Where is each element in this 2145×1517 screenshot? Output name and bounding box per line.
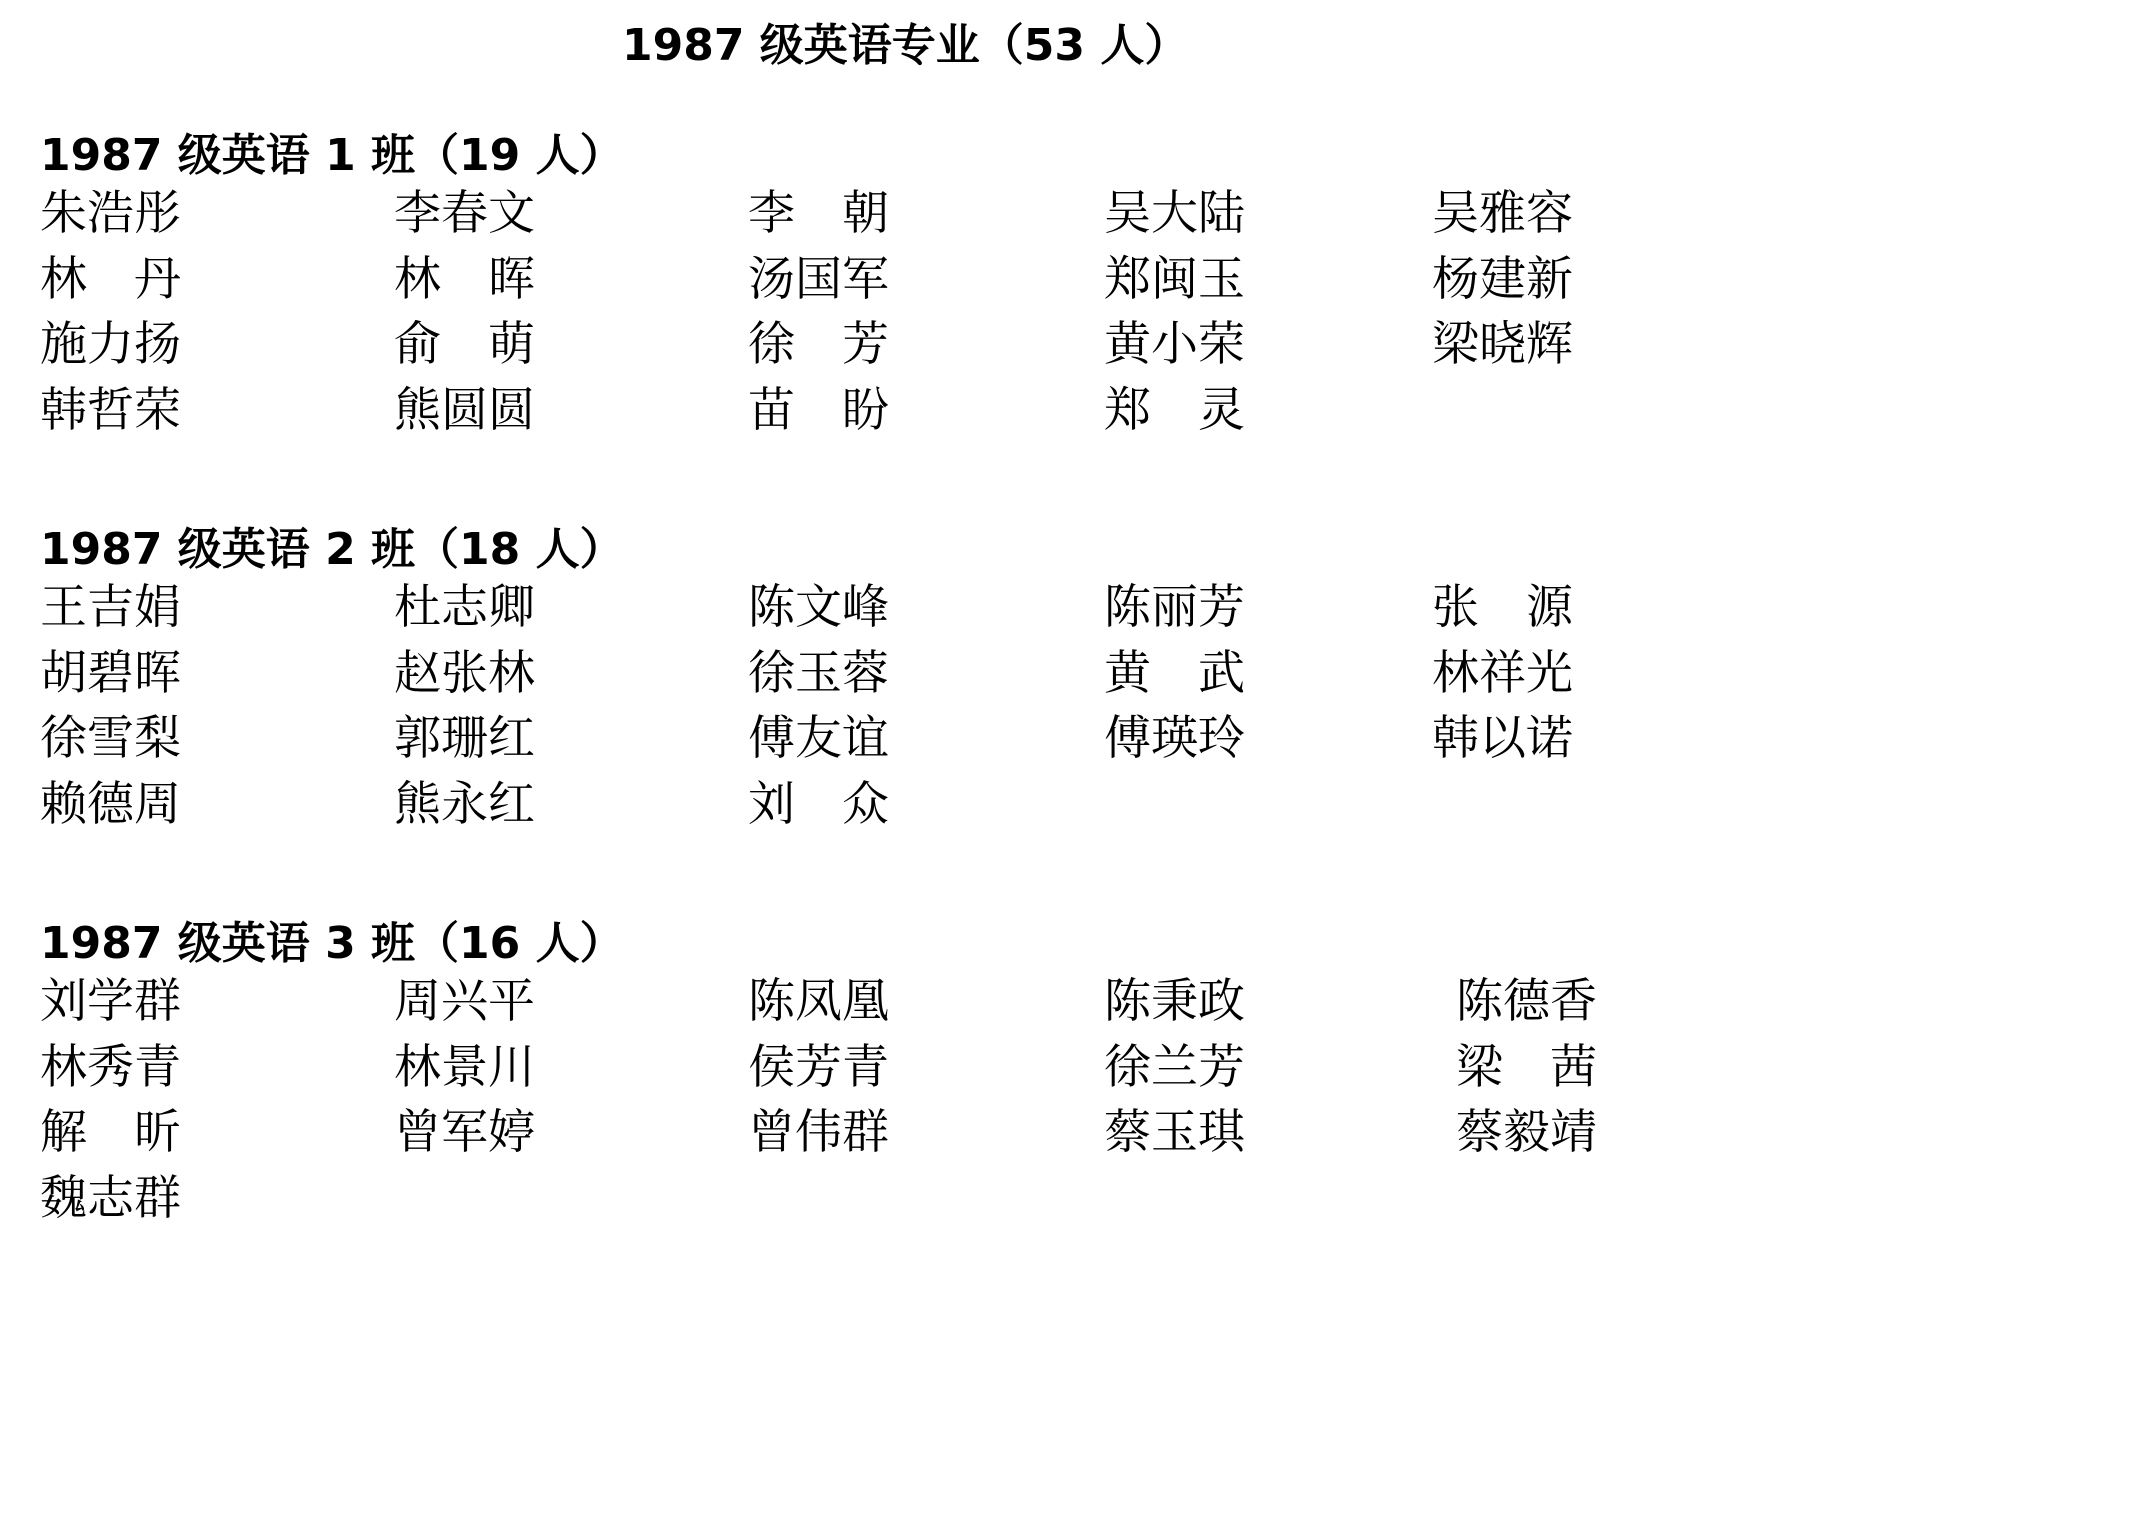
student-name: 赵张林 <box>394 645 535 701</box>
student-name: 朱浩彤 <box>40 186 181 241</box>
student-name: 林景川 <box>394 1039 535 1095</box>
student-name: 林秀青 <box>40 1039 181 1095</box>
student-name: 陈秉政 <box>1104 974 1245 1029</box>
student-name: 徐雪梨 <box>40 711 181 766</box>
student-name: 蔡玉琪 <box>1104 1105 1245 1160</box>
student-name: 俞 萌 <box>394 317 535 372</box>
class-heading: 1987 级英语 1 班（19 人） <box>40 130 624 181</box>
student-name: 张 源 <box>1432 580 1573 635</box>
student-name: 韩以诺 <box>1432 711 1573 766</box>
student-name: 徐 芳 <box>748 317 889 372</box>
student-name: 熊圆圆 <box>394 382 535 438</box>
student-name: 李春文 <box>394 186 535 241</box>
student-name: 陈丽芳 <box>1104 580 1245 635</box>
student-name: 刘学群 <box>40 974 181 1029</box>
student-name: 汤国军 <box>748 251 889 307</box>
student-name: 周兴平 <box>394 974 535 1029</box>
student-name: 黄小荣 <box>1104 317 1245 372</box>
student-name: 解 昕 <box>40 1105 181 1160</box>
student-name: 王吉娟 <box>40 580 181 635</box>
student-name: 陈德香 <box>1456 974 1597 1029</box>
student-name: 陈文峰 <box>748 580 889 635</box>
student-name: 熊永红 <box>394 776 535 832</box>
student-name: 李 朝 <box>748 186 889 241</box>
student-name: 赖德周 <box>40 776 181 832</box>
student-name: 徐兰芳 <box>1104 1039 1245 1095</box>
student-name: 傅瑛玲 <box>1104 711 1245 766</box>
student-name: 曾伟群 <box>748 1105 889 1160</box>
student-name: 吴大陆 <box>1104 186 1245 241</box>
document-title: 1987 级英语专业（53 人） <box>622 20 1189 71</box>
student-name: 杨建新 <box>1432 251 1573 307</box>
student-name: 曾军婷 <box>394 1105 535 1160</box>
student-name: 杜志卿 <box>394 580 535 635</box>
student-name: 施力扬 <box>40 317 181 372</box>
student-name: 吴雅容 <box>1432 186 1573 241</box>
student-name: 梁晓辉 <box>1432 317 1573 372</box>
student-name: 苗 盼 <box>748 382 889 438</box>
student-name: 梁 茜 <box>1456 1039 1597 1095</box>
student-name: 魏志群 <box>40 1170 181 1226</box>
student-name: 傅友谊 <box>748 711 889 766</box>
class-heading: 1987 级英语 2 班（18 人） <box>40 524 624 575</box>
student-name: 黄 武 <box>1104 645 1245 701</box>
student-name: 郑 灵 <box>1104 382 1245 438</box>
student-name: 韩哲荣 <box>40 382 181 438</box>
student-name: 林 晖 <box>394 251 535 307</box>
student-name: 蔡毅靖 <box>1456 1105 1597 1160</box>
student-name: 郑闽玉 <box>1104 251 1245 307</box>
student-name: 刘 众 <box>748 776 889 832</box>
student-name: 陈凤凰 <box>748 974 889 1029</box>
student-name: 林 丹 <box>40 251 181 307</box>
student-name: 林祥光 <box>1432 645 1573 701</box>
student-name: 侯芳青 <box>748 1039 889 1095</box>
student-name: 徐玉蓉 <box>748 645 889 701</box>
class-heading: 1987 级英语 3 班（16 人） <box>40 918 624 969</box>
student-name: 郭珊红 <box>394 711 535 766</box>
student-name: 胡碧晖 <box>40 645 181 701</box>
